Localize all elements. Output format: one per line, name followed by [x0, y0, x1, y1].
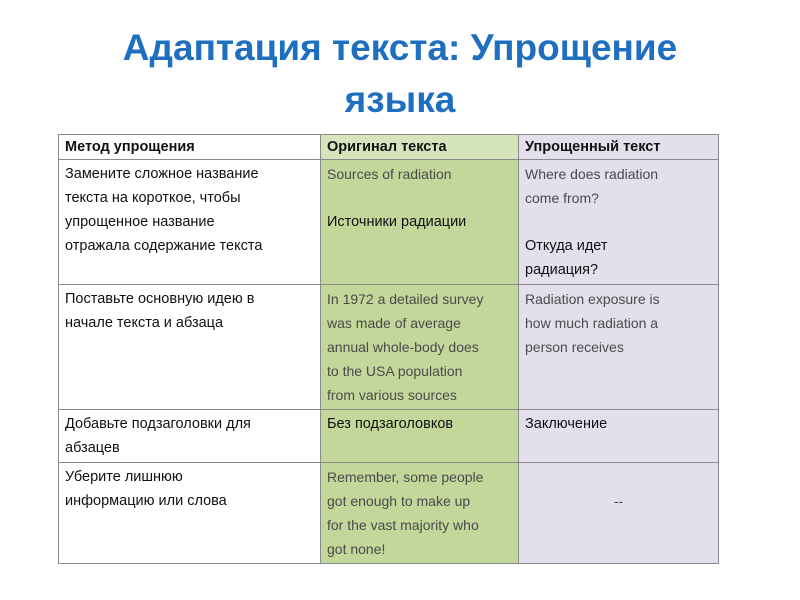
spacer	[525, 210, 712, 234]
simplified-cell	[519, 285, 719, 410]
slide-title-line-2: языка	[344, 79, 456, 120]
cell-line: начале текста и абзаца	[65, 315, 224, 331]
spacer	[327, 186, 512, 210]
method-cell	[59, 410, 321, 463]
method-cell	[59, 160, 321, 285]
header-simplified: Упрощенный текст	[519, 135, 719, 160]
cell-line: Уберите лишнюю	[65, 469, 183, 485]
cell-line: from various sources	[327, 387, 457, 403]
cell-line: Замените сложное название	[65, 166, 259, 182]
cell-line: Remember, some people	[327, 469, 484, 485]
slide-title	[0, 22, 800, 126]
cell-line: person receives	[525, 339, 624, 355]
simplified-cell	[519, 160, 719, 285]
cell-line: Источники радиации	[327, 214, 467, 230]
cell-line: текста на короткое, чтобы	[65, 190, 241, 206]
original-cell	[321, 463, 519, 564]
cell-line: for the vast majority who	[327, 517, 479, 533]
cell-line: In 1972 a detailed survey	[327, 291, 484, 307]
simplification-table	[58, 134, 719, 564]
cell-line: got enough to make up	[327, 493, 471, 509]
header-original: Оригинал текста	[321, 135, 519, 160]
cell-line: Добавьте подзаголовки для	[65, 416, 251, 432]
cell-line: информацию или слова	[65, 493, 227, 509]
cell-line: got none!	[327, 541, 386, 557]
original-cell: Без подзаголовков	[321, 410, 519, 463]
cell-line: to the USA population	[327, 363, 463, 379]
simplified-cell	[519, 463, 719, 564]
table-row	[59, 463, 719, 564]
cell-line: how much radiation a	[525, 315, 659, 331]
simplified-cell: Заключение	[519, 410, 719, 463]
cell-line: отражала содержание текста	[65, 238, 263, 254]
original-cell	[321, 160, 519, 285]
table-header-row	[59, 135, 719, 160]
method-cell	[59, 285, 321, 410]
table-row	[59, 410, 719, 463]
table-row	[59, 285, 719, 410]
cell-line: Sources of radiation	[327, 166, 452, 182]
cell-line: упрощенное название	[65, 214, 215, 230]
cell-line: annual whole-body does	[327, 339, 479, 355]
cell-line: --	[613, 493, 624, 509]
cell-line: Radiation exposure is	[525, 291, 660, 307]
table-row	[59, 160, 719, 285]
header-method: Метод упрощения	[59, 135, 321, 160]
cell-line: абзацев	[65, 440, 120, 456]
cell-line: come from?	[525, 190, 599, 206]
cell-line: Where does radiation	[525, 166, 659, 182]
method-cell	[59, 463, 321, 564]
original-cell	[321, 285, 519, 410]
cell-line: радиация?	[525, 262, 599, 278]
slide-title-line-1: Адаптация текста: Упрощение	[122, 27, 678, 68]
cell-line: Поставьте основную идею в	[65, 291, 255, 307]
cell-line: was made of average	[327, 315, 461, 331]
cell-line: Откуда идет	[525, 238, 608, 254]
